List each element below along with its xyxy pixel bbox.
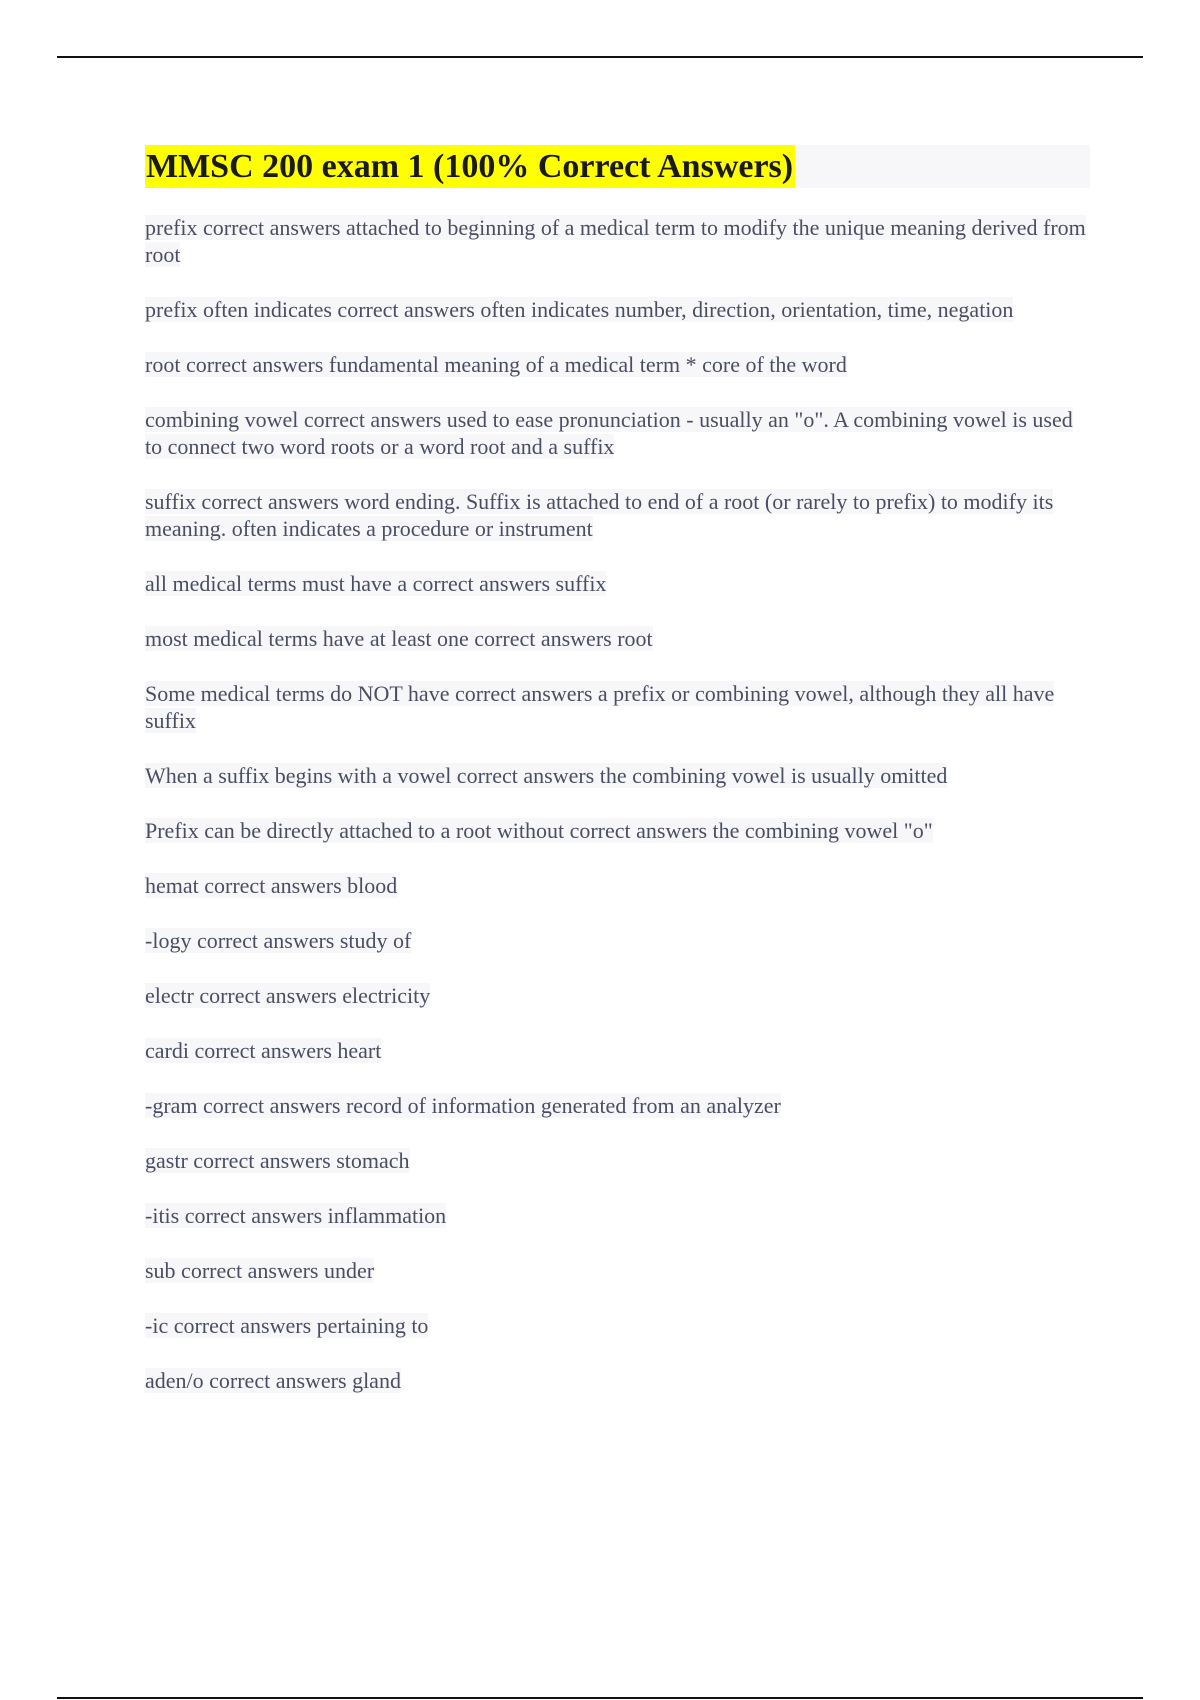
qa-item (145, 488, 1090, 542)
qa-item (145, 762, 1090, 789)
qa-item (145, 1147, 1090, 1174)
qa-text: Prefix can be directly attached to a root without correct answers the combining vowel "o" (145, 818, 933, 843)
qa-text: suffix correct answers word ending. Suffix is attached to end of a root (or rarely to prefix) to modify its meaning. often indicates a procedure or instrument (145, 489, 1054, 541)
qa-item (145, 296, 1090, 323)
qa-text: aden/o correct answers gland (145, 1368, 401, 1393)
qa-text: combining vowel correct answers used to ease pronunciation - usually an "o". A combining vowel is used to connect two word roots or a word root and a suffix (145, 407, 1073, 459)
qa-text: Some medical terms do NOT have correct answers a prefix or combining vowel, although they all have suffix (145, 681, 1055, 733)
qa-text: prefix correct answers attached to beginning of a medical term to modify the unique meaning derived from root (145, 215, 1086, 267)
title-bar (145, 145, 1090, 188)
qa-item (145, 351, 1090, 378)
qa-item (145, 570, 1090, 597)
qa-text: most medical terms have at least one correct answers root (145, 626, 653, 651)
qa-item (145, 982, 1090, 1009)
qa-text: -itis correct answers inflammation (145, 1203, 447, 1228)
qa-item (145, 1092, 1090, 1119)
qa-item (145, 817, 1090, 844)
qa-item (145, 872, 1090, 899)
qa-text: electr correct answers electricity (145, 983, 431, 1008)
qa-text: hemat correct answers blood (145, 873, 398, 898)
qa-text: prefix often indicates correct answers often indicates number, direction, orientation, time, negation (145, 297, 1014, 322)
qa-text: cardi correct answers heart (145, 1038, 382, 1063)
qa-item (145, 625, 1090, 652)
qa-item (145, 927, 1090, 954)
qa-item (145, 214, 1090, 268)
qa-item (145, 1037, 1090, 1064)
bottom-rule (57, 1697, 1143, 1699)
qa-text: -ic correct answers pertaining to (145, 1313, 429, 1338)
qa-text: all medical terms must have a correct answers suffix (145, 571, 607, 596)
qa-item (145, 1312, 1090, 1339)
qa-item (145, 680, 1090, 734)
qa-text: sub correct answers under (145, 1258, 375, 1283)
qa-item (145, 1202, 1090, 1229)
qa-list (145, 214, 1090, 1394)
qa-item (145, 406, 1090, 460)
qa-item (145, 1257, 1090, 1284)
document-title: MMSC 200 exam 1 (100% Correct Answers) (145, 145, 795, 188)
qa-text: -gram correct answers record of information generated from an analyzer (145, 1093, 781, 1118)
qa-item (145, 1367, 1090, 1394)
qa-text: root correct answers fundamental meaning of a medical term * core of the word (145, 352, 847, 377)
qa-text: -logy correct answers study of (145, 928, 412, 953)
document-body (145, 145, 1090, 1422)
qa-text: When a suffix begins with a vowel correct answers the combining vowel is usually omitted (145, 763, 948, 788)
top-rule (57, 56, 1143, 58)
qa-text: gastr correct answers stomach (145, 1148, 410, 1173)
